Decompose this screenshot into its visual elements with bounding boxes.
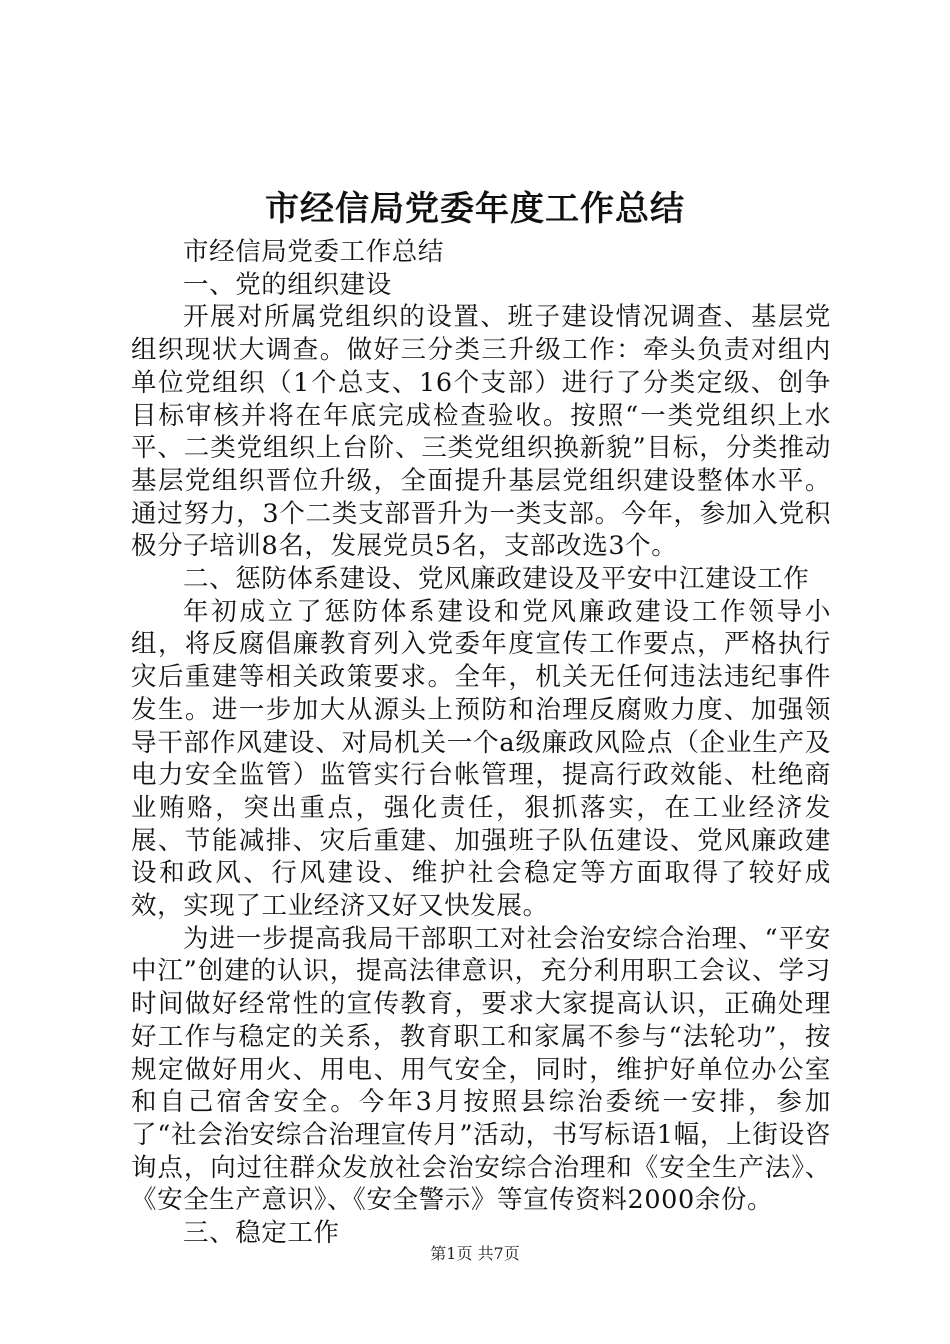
- section-heading-2: 二、惩防体系建设、党风廉政建设及平安中江建设工作: [183, 564, 810, 595]
- document-body: [131, 236, 831, 1250]
- body-paragraph: 年初成立了惩防体系建设和党风廉政建设工作领导小组，将反腐倡廉教育列入党委年度宣传工作要点，严格执行灾后重建等相关政策要求。全年，机关无任何违法违纪事件发生。进一步加大从源头上预防和治理反腐败力度、加强领导干部作风建设、对局机关一个a级廉政风险点（企业生产及电力安全监管）监管实行台帐管理，提高行政效能、杜绝商业贿赂，突出重点，强化责任，狠抓落实，在工业经济发展、节能减排、灾后重建、加强班子队伍建设、党风廉政建设和政风、行风建设、维护社会稳定等方面取得了较好成效，实现了工业经济又好又快发展。: [131, 596, 831, 922]
- page-footer: 第1页 共7页: [430, 1244, 520, 1263]
- section-heading-3: 三、稳定工作: [183, 1218, 340, 1249]
- subtitle-paragraph: 市经信局党委工作总结: [183, 237, 445, 267]
- body-paragraph: 为进一步提高我局干部职工对社会治安综合治理、“平安中江”创建的认识，提高法律意识，充分利用职工会议、学习时间做好经常性的宣传教育，要求大家提高认识，正确处理好工作与稳定的关系，教育职工和家属不参与“法轮功”，按规定做好用火、用电、用气安全，同时，维护好单位办公室和自己宿舍安全。今年3月按照县综治委统一安排，参加了“社会治安综合治理宣传月”活动，书写标语1幅，上街设咨询点，向过往群众发放社会治安综合治理和《安全生产法》、《安全生产意识》、《安全警示》等宣传资料2000余份。: [131, 923, 831, 1216]
- section-heading-1: 一、党的组织建设: [183, 269, 392, 300]
- document-title: 市经信局党委年度工作总结: [265, 189, 685, 229]
- body-paragraph: 开展对所属党组织的设置、班子建设情况调查、基层党组织现状大调查。做好三分类三升级工作：牵头负责对组内单位党组织（1个总支、16个支部）进行了分类定级、创争目标审核并将在年底完成检查验收。按照“一类党组织上水平、二类党组织上台阶、三类党组织换新貌”目标，分类推动基层党组织晋位升级，全面提升基层党组织建设整体水平。通过努力，3个二类支部晋升为一类支部。今年，参加入党积极分子培训8名，发展党员5名，支部改选3个。: [131, 302, 831, 562]
